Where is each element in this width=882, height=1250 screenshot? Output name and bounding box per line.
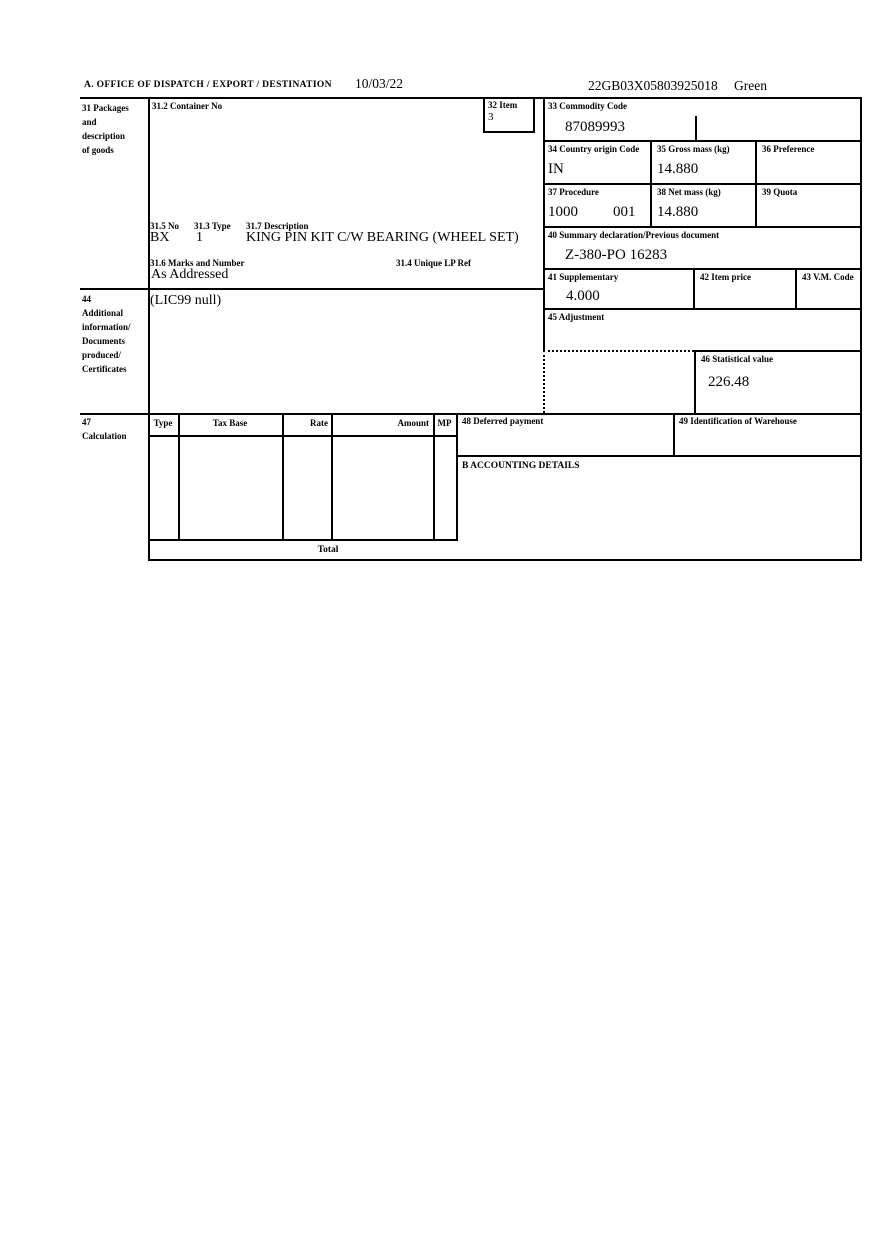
box35-gross-mass — [652, 142, 757, 185]
table-col-divider-4 — [433, 413, 435, 539]
col-header-mp: MP — [437, 418, 452, 428]
col-header-rate: Rate — [310, 418, 328, 428]
office-of-dispatch-heading: A. OFFICE OF DISPATCH / EXPORT / DESTINATION — [84, 80, 332, 90]
table-header-underline — [148, 435, 456, 437]
box32-value: 3 — [488, 111, 494, 123]
box31-2-label: 31.2 Container No — [152, 101, 223, 111]
box38-value: 14.880 — [657, 204, 699, 220]
box34-country-origin — [543, 142, 652, 185]
box35-label: 35 Gross mass (kg) — [657, 144, 730, 154]
form-bottom-rule — [148, 559, 862, 561]
routing-status: Green — [734, 78, 767, 93]
box45-adjustment — [543, 310, 862, 350]
box46-label: 46 Statistical value — [701, 354, 773, 364]
box44-label: 44 Additional information/ Documents produced/ Certificates — [82, 294, 131, 374]
box31-6-label: 31.6 Marks and Number — [150, 258, 245, 268]
box33-commodity-code — [543, 99, 862, 142]
boxB-accounting-details — [458, 457, 862, 559]
box31-7-value: KING PIN KIT C/W BEARING (WHEEL SET) — [246, 230, 519, 245]
box32-label: 32 Item — [488, 100, 518, 110]
box40-summary-declaration — [543, 228, 862, 270]
box38-label: 38 Net mass (kg) — [657, 187, 721, 197]
box31-label: 31 Packages and description of goods — [82, 103, 129, 155]
table-col-divider-2 — [282, 413, 284, 539]
box34-label: 34 Country origin Code — [548, 144, 640, 154]
box41-supplementary — [543, 270, 695, 310]
box43-label: 43 V.M. Code — [802, 272, 854, 282]
box48-label: 48 Deferred payment — [462, 416, 544, 426]
col-header-tax-base: Tax Base — [212, 418, 248, 428]
box39-quota — [757, 185, 862, 228]
box45-dotted-subarea — [543, 350, 694, 413]
box42-item-price — [695, 270, 797, 310]
box45-label: 45 Adjustment — [548, 312, 605, 322]
box36-label: 36 Preference — [762, 144, 815, 154]
box33-subdivision-rule — [695, 116, 697, 142]
box31-7-label: 31.7 Description — [246, 221, 309, 231]
table-col-divider-1 — [178, 413, 180, 539]
box40-label: 40 Summary declaration/Previous document — [548, 230, 720, 240]
box31-5-value: BX — [150, 230, 170, 245]
box46-statistical-value — [694, 350, 862, 413]
box33-label: 33 Commodity Code — [548, 101, 627, 111]
box37-value1: 1000 — [548, 204, 578, 220]
box46-value: 226.48 — [708, 374, 750, 390]
box39-label: 39 Quota — [762, 187, 798, 197]
table-total-label: Total — [317, 545, 339, 555]
box31-4-label: 31.4 Unique LP Ref — [396, 258, 472, 268]
box43-vm-code — [797, 270, 862, 310]
sad-item-form — [80, 97, 862, 560]
box36-preference — [757, 142, 862, 185]
box49-warehouse — [675, 413, 862, 457]
box47-label: 47 Calculation — [82, 417, 127, 441]
box31-3-value: 1 — [196, 230, 203, 245]
box31-6-value: As Addressed — [151, 267, 229, 282]
box35-value: 14.880 — [657, 161, 699, 177]
declaration-date: 10/03/22 — [355, 76, 404, 91]
box31-3-label: 31.3 Type — [194, 221, 231, 231]
box48-deferred-payment — [458, 413, 675, 457]
box31-box44-divider — [80, 288, 545, 290]
mrn-number: 22GB03X05803925018 — [588, 78, 718, 93]
box44-value: (LIC99 null) — [150, 293, 222, 308]
box41-label: 41 Supplementary — [548, 272, 619, 282]
box33-value: 87089993 — [565, 119, 625, 135]
box32-item — [483, 99, 535, 133]
col-header-amount: Amount — [397, 418, 429, 428]
box40-value: Z-380-PO 16283 — [565, 247, 668, 263]
box41-value: 4.000 — [566, 288, 600, 304]
box37-value2: 001 — [613, 204, 636, 220]
table-col-divider-3 — [331, 413, 333, 539]
box34-value: IN — [548, 161, 564, 177]
calculation-table — [148, 413, 458, 541]
boxB-label: B ACCOUNTING DETAILS — [462, 461, 580, 471]
box31-5-label: 31.5 No — [150, 221, 179, 231]
box38-net-mass — [652, 185, 757, 228]
box49-label: 49 Identification of Warehouse — [679, 416, 797, 426]
box42-label: 42 Item price — [700, 272, 751, 282]
box37-label: 37 Procedure — [548, 187, 599, 197]
box37-procedure — [543, 185, 652, 228]
col-header-type: Type — [153, 418, 173, 428]
